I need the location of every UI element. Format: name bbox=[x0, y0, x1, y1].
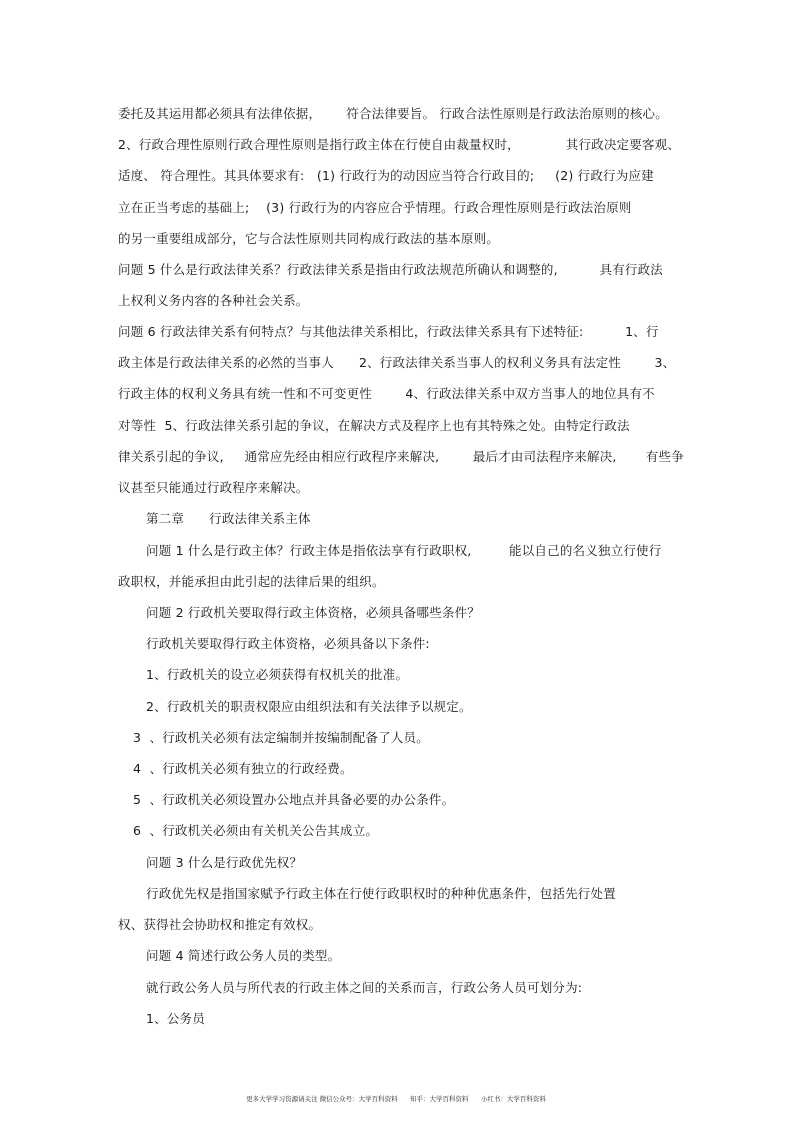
text-line-18: 行政机关要取得行政主体资格，必须具备以下条件: bbox=[146, 636, 430, 651]
text-line-26: 行政优先权是指国家赋予行政主体在行使行政职权时的种种优惠条件，包括先行处置 bbox=[146, 886, 616, 901]
list-item-2: 2、行政机关的职责权限应由组织法和有关法律予以规定。 bbox=[146, 699, 472, 714]
chapter-heading: 第二章 行政法律关系主体 bbox=[146, 511, 311, 526]
text-line-5: 的另一重要组成部分，它与合法性原则共同构成行政法的基本原则。 bbox=[118, 231, 500, 246]
text-line-3: 适度、 符合理性。其具体要求有: (1) 行政行为的动因应当符合行政目的; (2) 行政行为应建 bbox=[118, 168, 654, 183]
text-line-10: 行政主体的权利义务具有统一性和不可变更性 4、行政法律关系中双方当事人的地位具有不 bbox=[118, 386, 655, 401]
text-line-15: 问题 1 什么是行政主体？行政主体是指依法享有行政职权, 能以自己的名义独立行使行 bbox=[146, 543, 662, 558]
text-line-27: 权、获得社会协助权和推定有效权。 bbox=[118, 917, 322, 932]
list-item-4: 4 、行政机关必须有独立的行政经费。 bbox=[133, 761, 353, 776]
list-item-1: 1、行政机关的设立必须获得有权机关的批准。 bbox=[146, 667, 409, 682]
list-item-6: 6 、行政机关必须由有关机关公告其成立。 bbox=[133, 823, 379, 838]
text-line-7: 上权利义务内容的各种社会关系。 bbox=[118, 293, 309, 308]
text-line-9: 政主体是行政法律关系的必然的当事人 2、行政法律关系当事人的权利义务具有法定性 3、 bbox=[118, 355, 676, 370]
text-line-28: 问题 4 简述行政公务人员的类型。 bbox=[146, 948, 341, 963]
text-line-17: 问题 2 行政机关要取得行政主体资格，必须具备哪些条件？ bbox=[146, 605, 481, 620]
text-line-1: 委托及其运用都必须具有法律依据， 符合法律要旨。 行政合法性原则是行政法治原则的核心。 bbox=[118, 106, 668, 121]
text-line-11: 对等性 5、行政法律关系引起的争议，在解决方式及程序上也有其特殊之处。由特定行政法 bbox=[118, 418, 630, 433]
page-footer: 更多大学学习资源请关注 微信公众号：大学百科资料 知乎：大学百科资料 小红书：大学百科资料 bbox=[246, 1095, 546, 1103]
list-item-3: 3 、行政机关必须有法定编制并按编制配备了人员。 bbox=[133, 730, 429, 745]
text-line-4: 立在正当考虑的基础上; (3) 行政行为的内容应合乎情理。行政合理性原则是行政法治原则 bbox=[118, 200, 632, 215]
text-line-16: 政职权，并能承担由此引起的法律后果的组织。 bbox=[118, 574, 385, 589]
text-line-30: 1、公务员 bbox=[146, 1011, 205, 1026]
text-line-8: 问题 6 行政法律关系有何特点？与其他法律关系相比，行政法律关系具有下述特征: 1、行 bbox=[118, 324, 659, 339]
text-line-12: 律关系引起的争议, 通常应先经由相应行政程序来解决, 最后才由司法程序来解决, 有些争 bbox=[118, 449, 684, 464]
text-line-29: 就行政公务人员与所代表的行政主体之间的关系而言，行政公务人员可划分为: bbox=[146, 980, 583, 995]
text-line-25: 问题 3 什么是行政优先权？ bbox=[146, 855, 303, 870]
text-line-2: 2、行政合理性原则行政合理性原则是指行政主体在行使自由裁量权时， 其行政决定要客观、 bbox=[118, 137, 681, 152]
text-line-6: 问题 5 什么是行政法律关系？行政法律关系是指由行政法规范所确认和调整的, 具有行政法 bbox=[118, 262, 664, 277]
list-item-5: 5 、行政机关必须设置办公地点并具备必要的办公条件。 bbox=[133, 792, 455, 807]
text-line-13: 议甚至只能通过行政程序来解决。 bbox=[118, 480, 309, 495]
